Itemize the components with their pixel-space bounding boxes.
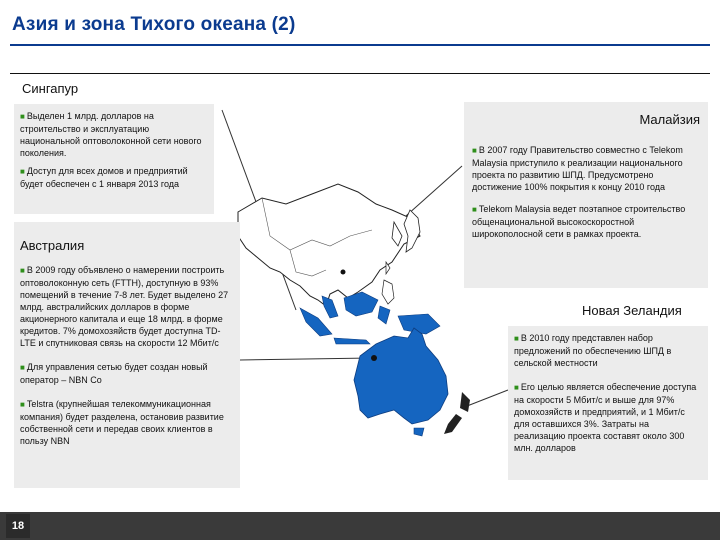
bullet-icon: ■	[514, 383, 519, 392]
malaysia-heading: Малайзия	[639, 112, 700, 127]
australia-bullet: В 2009 году объявлено о намерении построить оптоволоконную сеть (FTTH), доступную в 93% помещений в течение 7-8 лет. Будет выделено 27 млрд. австралийских долларов в форме акционерного капитала и еще 18 млрд. в форме кредитов. 7% домохозяйств будет доступна TD-LTE и спутниковая связь на скорости 12 Мбит/с	[20, 265, 229, 348]
bullet-icon: ■	[20, 112, 25, 121]
new-zealand-bullet: Его целью является обеспечение доступа на скорости 5 Мбит/с и выше для 97% домохозяйств и предприятий, и 1 Мбит/с для оставшихся 3%. Затраты на реализацию проекта составят около 300 млн. долларов	[514, 382, 697, 453]
malaysia-bullet: Telekom Malaysia ведет поэтапное строительство общенациональной высокоскоростной широкополосной сети в рамках проекта.	[472, 204, 686, 239]
bullet-icon: ■	[20, 363, 25, 372]
singapore-bullet: Выделен 1 млрд. долларов на строительство и эксплуатацию национальной оптоволоконной сети нового поколения.	[20, 111, 202, 158]
new-zealand-box	[508, 326, 708, 480]
singapore-box	[14, 104, 214, 214]
philippines	[382, 280, 394, 304]
bullet-icon: ■	[472, 205, 477, 214]
malaysia-peninsula	[322, 296, 338, 318]
java	[334, 338, 370, 344]
australia-heading: Австралия	[20, 238, 85, 253]
new-guinea	[398, 314, 440, 334]
footer-bar	[0, 512, 720, 540]
nz-north-island	[460, 392, 470, 412]
tasmania	[414, 428, 424, 436]
connector-australia	[240, 358, 372, 360]
bullet-icon: ■	[20, 400, 25, 409]
new-zealand-heading: Новая Зеландия	[582, 303, 682, 318]
malaysia-bullet: В 2007 году Правительство совместно с Telekom Malaysia приступило к реализации национального проекта по развитию ШПД. Предусмотрено достижение 100% покрытия к концу 2010 года	[472, 145, 683, 192]
australia-box	[14, 222, 240, 488]
australia-bullet: Для управления сетью будет создан новый оператор – NBN Co	[20, 362, 208, 385]
page-title: Азия и зона Тихого океана (2)	[12, 14, 296, 35]
new-zealand-bullet: В 2010 году представлен набор предложений по обеспечению ШПД в сельской местности	[514, 333, 672, 368]
bullet-icon: ■	[20, 167, 25, 176]
page-number: 18	[6, 514, 30, 538]
bullet-icon: ■	[20, 266, 25, 275]
malaysia-marker	[341, 270, 346, 275]
australia-marker	[371, 355, 377, 361]
bullet-icon: ■	[472, 146, 477, 155]
australia-bullet: Telstra (крупнейшая телекоммуникационная компания) будет разделена, остановив развитие собственной сети и передав своих клиентов в пользу NBN	[20, 399, 224, 446]
nz-south-island	[444, 414, 462, 434]
singapore-heading: Сингапур	[22, 81, 79, 96]
malaysia-box	[464, 102, 708, 288]
bullet-icon: ■	[514, 334, 519, 343]
singapore-bullet: Доступ для всех домов и предприятий будет обеспечен с 1 января 2013 года	[20, 166, 188, 189]
